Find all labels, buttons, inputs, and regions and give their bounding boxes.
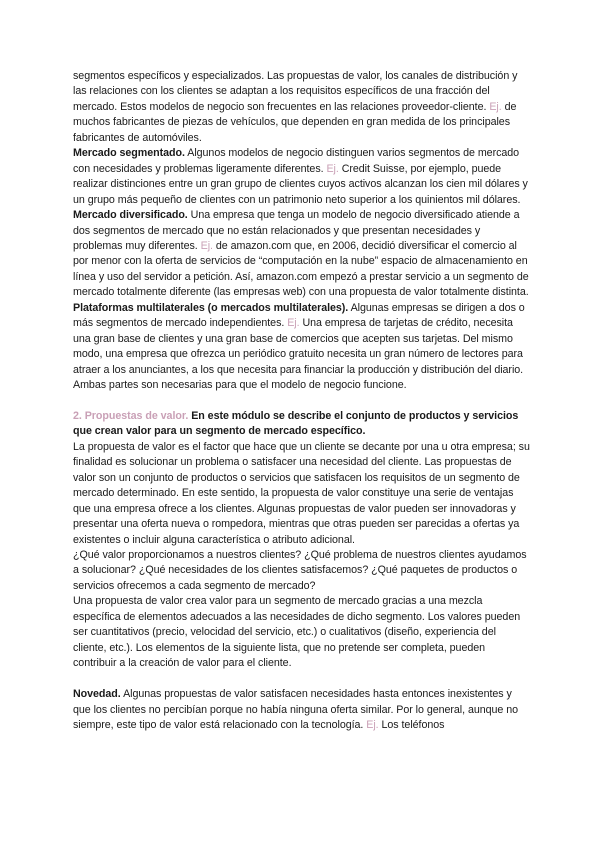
section-title: En este módulo se describe el conjunto de productos y servicios que crean valor para un segmento de mercado específico. — [73, 409, 519, 438]
paragraph-mercado-diversificado — [73, 208, 530, 301]
paragraph-text: Algunas empresas se dirigen a dos o más segmentos de mercado independientes. — [73, 301, 525, 330]
example-marker: Ej. — [287, 317, 300, 330]
spacer — [73, 672, 530, 687]
term-heading: Mercado diversificado. — [73, 209, 188, 222]
paragraph-preguntas: ¿Qué valor proporcionamos a nuestros clientes? ¿Qué problema de nuestros clientes ayudamos a solucionar? ¿Qué necesidades de los clientes satisfacemos? ¿Qué paquetes de productos o servicios ofrecemos a cada segmento de mercado? — [73, 549, 527, 592]
spacer — [73, 394, 530, 409]
example-marker: Ej. — [200, 239, 213, 252]
term-heading: Novedad. — [73, 688, 121, 701]
paragraph-text: Una empresa que tenga un modelo de negocio diversificado atiende a dos segmentos de mercado que no están relacionados y que presentan necesidades y problemas muy diferentes. — [73, 209, 520, 252]
example-text: Los teléfonos — [381, 719, 445, 731]
example-text: Una empresa de tarjetas de crédito, necesita una gran base de clientes y una gran base de comercios que acepten sus tarjetas. Del mismo modo, una empresa que ofrezca un periódico gratuito necesita un gran número de lectores para atraer a los anunciantes, a los que necesita para financiar la producción y distribución del diario. Ambas partes son necesarias para que el modelo de negocio funcione. — [73, 317, 524, 392]
paragraph-text: Algunas propuestas de valor satisfacen necesidades hasta entonces inexistentes y que los clientes no percibían porque no había ninguna oferta similar. Por lo general, aunque no siempre, este tipo de valor está relacionado con la tecnología. — [73, 688, 519, 731]
example-text: de amazon.com que, en 2006, decidió diversificar el comercio al por menor con la oferta de servicios de “computación en la nube” espacio de almacenamiento en línea y uso del servidor a petición. Así, amazon.com empezó a prestar servicio a un segmento de mercado totalmente diferente (las empresas web) con una propuesta de valor totalmente distinta. — [73, 239, 529, 299]
paragraph-plataformas-multilaterales — [73, 301, 530, 394]
section-heading — [73, 409, 530, 440]
paragraph-text: segmentos específicos y especializados. Las propuestas de valor, los canales de distribución y las relaciones con los clientes se adaptan a los requisitos específicos de una fracción del mercado. Estos modelos de negocio son frecuentes en las relaciones proveedor-cliente. — [73, 70, 518, 113]
term-heading: Mercado segmentado. — [73, 147, 185, 160]
example-marker: Ej. — [366, 719, 379, 731]
term-heading: Plataformas multilaterales (o mercados multilaterales). — [73, 301, 349, 314]
paragraph-novedad — [73, 687, 530, 733]
example-marker: Ej. — [489, 100, 502, 113]
paragraph-text: Algunos modelos de negocio distinguen varios segmentos de mercado con necesidades y problemas ligeramente diferentes. — [73, 147, 520, 175]
example-text: de muchos fabricantes de piezas de vehículos, que dependen en gran medida de los principales fabricantes de automóviles. — [73, 100, 517, 144]
paragraph-mercado-segmentado — [73, 146, 530, 208]
section-number: 2. Propuestas de valor. — [73, 409, 189, 422]
example-marker: Ej. — [326, 162, 339, 175]
example-text: Credit Suisse, por ejemplo, puede realizar distinciones entre un gran grupo de clientes cuyos activos alcanzan los cien mil dólares y un grupo más pequeño de clientes con un patrimonio neto superior a los quinientos mil dólares. — [73, 162, 528, 206]
paragraph-propuesta-definicion: La propuesta de valor es el factor que hace que un cliente se decante por una u otra empresa; su finalidad es solucionar un problema o satisfacer una necesidad del cliente. Las propuestas de valor son un conjunto de productos o servicios que satisfacen los requisitos de un segmento de mercado determinado. En este sentido, la propuesta de valor constituye una serie de ventajas que una empresa ofrece a los clientes. Algunas propuestas de valor pueden ser innovadoras y presentar una oferta nueva o rompedora, mientras que otras pueden ser parecidas a ofertas ya existentes o incluir alguna característica o atributo adicional. — [73, 440, 530, 546]
paragraph-propuesta-mezcla: Una propuesta de valor crea valor para un segmento de mercado gracias a una mezcla específica de elementos adecuados a las necesidades de dicho segmento. Los valores pueden ser cuantitativos (precio, velocidad del servicio, etc.) o cualitativos (diseño, experiencia del cliente, etc.). Los elementos de la siguiente lista, que no pretende ser completa, pueden contribuir a la creación de valor para el cliente. — [73, 595, 521, 670]
paragraph-segmented-intro — [73, 69, 530, 146]
